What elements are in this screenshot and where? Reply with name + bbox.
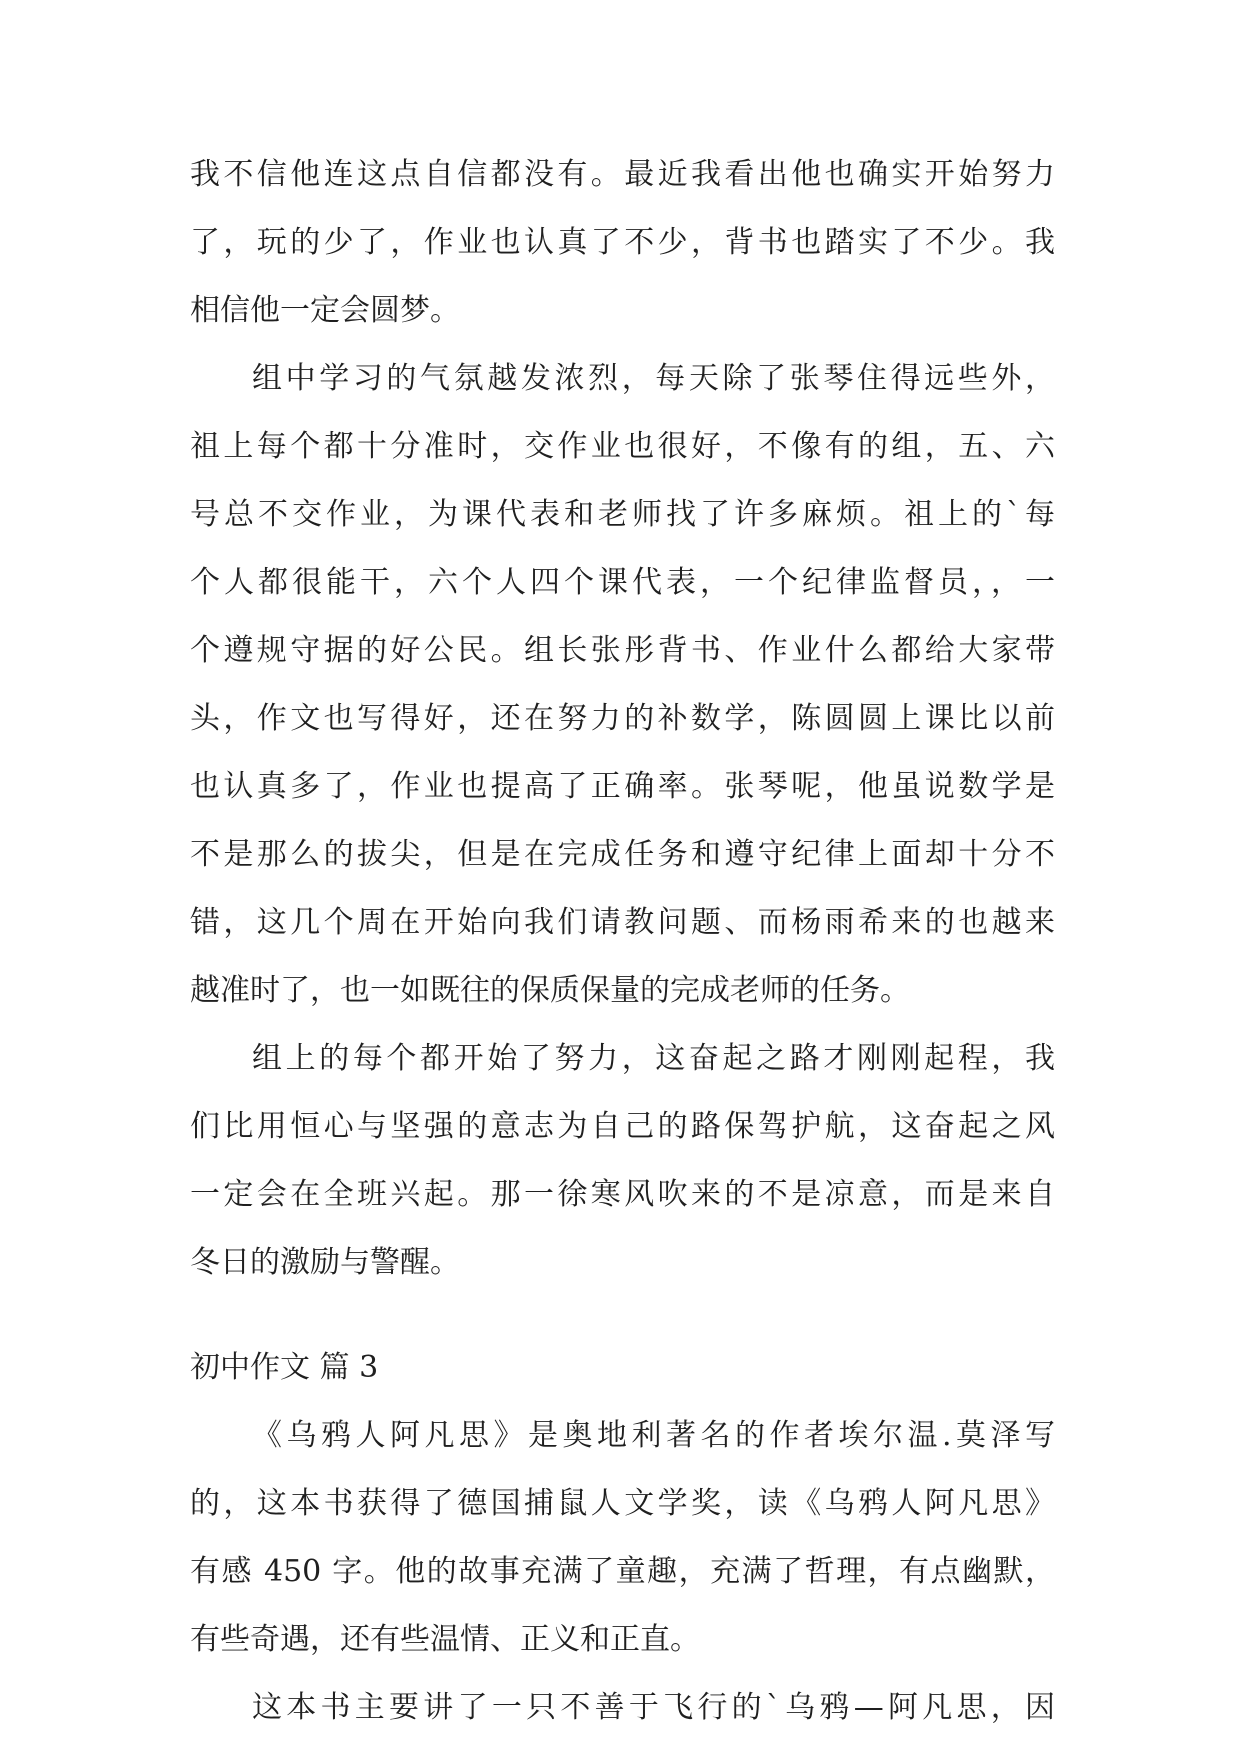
paragraph-3-line-2: 们比用恒心与坚强的意志为自己的路保驾护航，这奋起之风 xyxy=(190,1109,1055,1144)
paragraph-2-line-10: 越准时了，也一如既往的保质保量的完成老师的任务。 xyxy=(190,973,910,1008)
paragraph-2-line-9: 错，这几个周在开始向我们请教问题、而杨雨希来的也越来 xyxy=(190,905,1055,940)
paragraph-3-line-1: 组上的每个都开始了努力，这奋起之路才刚刚起程，我 xyxy=(252,1041,1055,1076)
paragraph-5-line-1: 这本书主要讲了一只不善于飞行的`乌鸦—阿凡思，因 xyxy=(252,1690,1055,1725)
paragraph-1-line-1: 我不信他连这点自信都没有。最近我看出他也确实开始努力 xyxy=(190,157,1055,192)
paragraph-3-line-4: 冬日的激励与警醒。 xyxy=(190,1245,460,1280)
paragraph-2-line-3: 号总不交作业，为课代表和老师找了许多麻烦。祖上的`每 xyxy=(190,497,1055,532)
paragraph-4-line-4: 有些奇遇，还有些温情、正义和正直。 xyxy=(190,1622,700,1657)
paragraph-2-line-8: 不是那么的拔尖，但是在完成任务和遵守纪律上面却十分不 xyxy=(190,837,1055,872)
paragraph-2-line-6: 头，作文也写得好，还在努力的补数学，陈圆圆上课比以前 xyxy=(190,701,1055,736)
paragraph-2-line-5: 个遵规守据的好公民。组长张彤背书、作业什么都给大家带 xyxy=(190,633,1055,668)
section-heading: 初中作文 篇 3 xyxy=(190,1350,379,1385)
paragraph-1-line-2: 了，玩的少了，作业也认真了不少，背书也踏实了不少。我 xyxy=(190,225,1055,260)
paragraph-2-line-1: 组中学习的气氛越发浓烈，每天除了张琴住得远些外， xyxy=(252,361,1055,396)
paragraph-2-line-4: 个人都很能干，六个人四个课代表，一个纪律监督员，，一 xyxy=(190,565,1055,600)
paragraph-4-line-2: 的，这本书获得了德国捕鼠人文学奖，读《乌鸦人阿凡思》 xyxy=(190,1486,1055,1521)
paragraph-4-line-1: 《乌鸦人阿凡思》是奥地利著名的作者埃尔温.莫泽写 xyxy=(252,1418,1055,1453)
paragraph-3-line-3: 一定会在全班兴起。那一徐寒风吹来的不是凉意，而是来自 xyxy=(190,1177,1055,1212)
paragraph-2-line-7: 也认真多了，作业也提高了正确率。张琴呢，他虽说数学是 xyxy=(190,769,1055,804)
paragraph-1-line-3: 相信他一定会圆梦。 xyxy=(190,293,460,328)
paragraph-4-line-3: 有感 450 字。他的故事充满了童趣，充满了哲理，有点幽默， xyxy=(190,1554,1055,1589)
paragraph-2-line-2: 祖上每个都十分准时，交作业也很好，不像有的组，五、六 xyxy=(190,429,1055,464)
